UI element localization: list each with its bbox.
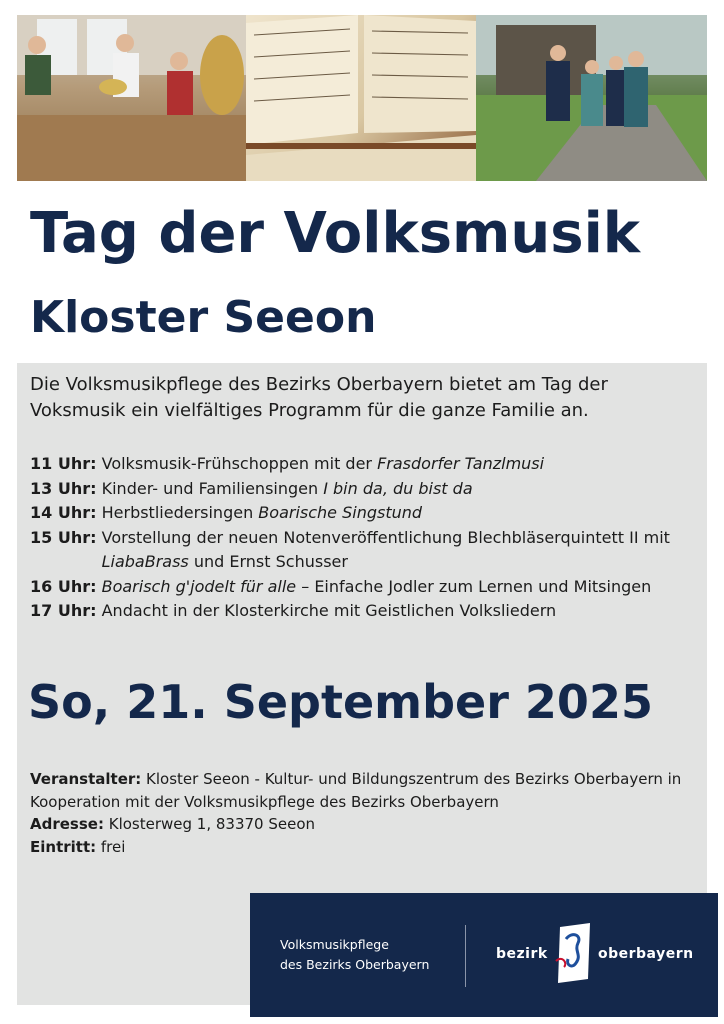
brand-line-2: des Bezirks Oberbayern xyxy=(280,957,430,972)
brand-text xyxy=(280,935,429,975)
schedule-item xyxy=(30,501,700,526)
address-value: Klosterweg 1, 83370 Seeon xyxy=(108,815,316,833)
address-label: Adresse: xyxy=(30,815,104,833)
intro-text: Die Volksmusikpflege des Bezirks Oberbayern bietet am Tag der Voksmusik ein vielfältiges Programm für die ganze Familie an. xyxy=(30,374,608,421)
schedule-performer: I bin da, du bist da xyxy=(323,478,473,498)
organizer-label: Veranstalter: xyxy=(30,770,142,788)
logo-word-oberbayern: oberbayern xyxy=(598,946,694,962)
brand-footer xyxy=(250,893,718,1017)
schedule-time: 15 Uhr: xyxy=(30,527,97,547)
traditional-costume-walkers-photo xyxy=(476,15,707,181)
logo-word-bezirk: bezirk xyxy=(496,946,548,962)
schedule-time: 13 Uhr: xyxy=(30,478,97,498)
bezirk-crest-icon xyxy=(554,921,594,987)
schedule-text: Herbstliedersingen xyxy=(101,503,259,522)
schedule-performer: LiabaBrass xyxy=(101,552,189,571)
event-date: So, 21. September 2025 xyxy=(28,675,653,729)
schedule-after: – Einfache Jodler zum Lernen und Mitsingen xyxy=(296,576,652,596)
schedule-item xyxy=(30,599,700,624)
schedule-time: 11 Uhr: xyxy=(30,454,97,473)
event-info xyxy=(30,768,690,858)
schedule-text: Volksmusik-Frühschoppen mit der xyxy=(101,454,378,473)
schedule-time: 17 Uhr: xyxy=(30,601,97,620)
schedule-performer: Boarische Singstund xyxy=(258,503,423,522)
schedule-item xyxy=(30,526,700,575)
sheet-music-photo xyxy=(246,15,476,181)
page-subtitle: Kloster Seeon xyxy=(30,292,377,343)
schedule-item xyxy=(30,477,700,502)
schedule-time: 14 Uhr: xyxy=(30,503,97,522)
schedule-text: Andacht in der Klosterkirche mit Geistlichen Volksliedern xyxy=(101,601,557,620)
schedule-item xyxy=(30,452,700,477)
brand-divider xyxy=(465,925,466,987)
schedule-text: Vorstellung der neuen Notenveröffentlichung Blechbläserquintett II mit xyxy=(101,527,670,547)
photo-strip xyxy=(17,15,707,181)
entry-value: frei xyxy=(100,837,126,856)
entry-label: Eintritt: xyxy=(30,837,97,856)
organizer-value: Kloster Seeon - Kultur- und Bildungszentrum des Bezirks Oberbayern in Kooperation mit der Volksmusikpflege des Bezirks Oberbayern xyxy=(30,770,682,811)
organizer-line xyxy=(30,768,690,813)
schedule-performer: Boarisch g'jodelt für alle xyxy=(101,576,297,596)
schedule-after: und Ernst Schusser xyxy=(188,552,348,571)
brand-line-1: Volksmusikpflege xyxy=(280,937,389,952)
address-line xyxy=(30,813,690,836)
schedule-time: 16 Uhr: xyxy=(30,576,97,596)
entry-line xyxy=(30,836,690,859)
page-title: Tag der Volksmusik xyxy=(30,201,641,266)
schedule-list xyxy=(30,452,700,624)
musicians-photo xyxy=(17,15,246,181)
schedule-text: Kinder- und Familiensingen xyxy=(101,478,324,498)
schedule-item xyxy=(30,575,700,600)
bezirk-oberbayern-logo xyxy=(490,915,700,995)
schedule-performer: Frasdorfer Tanzlmusi xyxy=(377,454,545,473)
